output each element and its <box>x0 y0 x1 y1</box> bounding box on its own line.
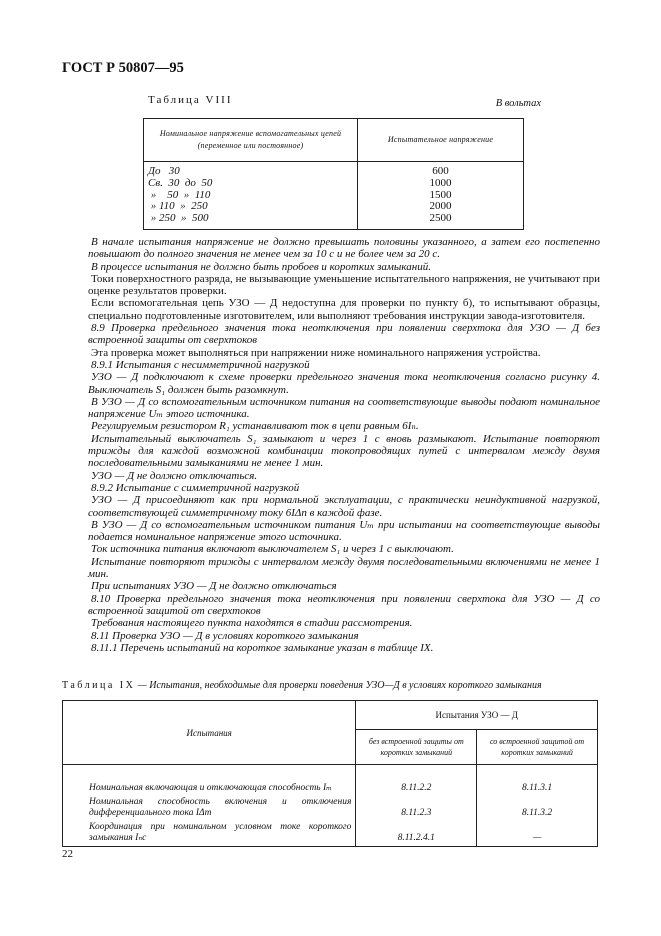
clause-with-protection: — <box>477 821 598 847</box>
voltage-range: » 110 » 250 <box>144 201 358 213</box>
paragraph: УЗО — Д присоединяют как при нормальной эксплуатации, с практически неиндуктивной нагрузкой, соответствующей симметричному току 6IΔn в каждой фазе. <box>88 494 600 519</box>
table-row <box>63 796 598 821</box>
table-row <box>63 821 598 847</box>
section-heading: 8.9 Проверка предельного значения тока неотключения при появлении сверхтока для УЗО — Д без встроенной защиты от сверхтоков <box>88 322 600 347</box>
test-name: Координация при номинальном условном токе короткого замыкания Iₙc <box>63 821 356 847</box>
section-heading: 8.9.2 Испытание с симметричной нагрузкой <box>91 481 300 494</box>
clause-without-protection: 8.11.2.2 <box>356 765 477 796</box>
paragraph: Регулируемым резистором R₁ устанавливают ток в цепи равным 6Iₙ. <box>91 420 419 433</box>
table-row <box>144 178 524 190</box>
table-viii-unit: В вольтах <box>495 98 541 109</box>
paragraph: УЗО — Д не должно отключаться. <box>91 469 258 482</box>
test-voltage: 1500 <box>358 190 524 202</box>
table-ix-header-group: Испытания УЗО — Д <box>356 701 598 730</box>
table-viii <box>143 118 524 230</box>
table-ix-header-tests: Испытания <box>63 701 356 765</box>
section-heading: 8.11 Проверка УЗО — Д в условиях короткого замыкания <box>91 629 359 642</box>
paragraph: Ток источника питания включают выключателем S₁ и через 1 с выключают. <box>91 543 454 556</box>
section-heading: 8.9.1 Испытания с несимметричной нагрузкой <box>91 358 310 371</box>
table-ix-header-with-protection: со встроенной защитой от коротких замыканий <box>477 730 598 765</box>
clause-without-protection: 8.11.2.3 <box>356 796 477 821</box>
voltage-range: » 250 » 500 <box>144 213 358 229</box>
clause-without-protection: 8.11.2.4.1 <box>356 821 477 847</box>
table-viii-header-test-voltage: Испытательное напряжение <box>358 119 524 162</box>
paragraph: В УЗО — Д со вспомогательным источником питания Uₘ при испытании на соответствующие выводы подается номинальное напряжение этого источника. <box>88 518 600 544</box>
table-viii-caption: Таблица VIII <box>148 94 233 106</box>
table-ix <box>62 700 598 847</box>
paragraph: Испытание повторяют трижды с интервалом между двумя последовательными включениями не менее 1 мин. <box>88 555 600 581</box>
table-ix-caption <box>62 680 602 691</box>
voltage-range: До 30 <box>144 162 358 178</box>
table-ix-header-without-protection: без встроенной защиты от коротких замыканий <box>356 730 477 765</box>
document-header: ГОСТ Р 50807—95 <box>62 60 184 76</box>
test-voltage: 1000 <box>358 178 524 190</box>
paragraph: В процессе испытания не должно быть пробоев и коротких замыканий. <box>91 260 431 273</box>
table-row <box>63 765 598 796</box>
clause-with-protection: 8.11.3.1 <box>477 765 598 796</box>
paragraph: При испытаниях УЗО — Д не должно отключаться <box>91 580 337 593</box>
table-ix-caption-label: Таблица IX <box>62 680 136 691</box>
table-row <box>144 162 524 178</box>
voltage-range: » 50 » 110 <box>144 190 358 202</box>
test-voltage: 2500 <box>358 213 524 229</box>
body-text <box>88 236 600 654</box>
test-name: Номинальная включающая и отключающая способность Iₘ <box>63 765 356 796</box>
paragraph: Испытательный выключатель S₁ замыкают и через 1 с вновь размыкают. Испытание повторяют трижды для каждой возможной комбинации токопроводящих путей с интервалом между двумя последовательными замыканиями не менее 1 мин. <box>88 432 600 470</box>
test-voltage: 2000 <box>358 201 524 213</box>
test-name: Номинальная способность включения и отключения дифференциального тока IΔm <box>63 796 356 821</box>
section-heading: 8.10 Проверка предельного значения тока неотключения при появлении сверхтока для УЗО — Д со встроенной защитой от сверхтоков <box>88 592 600 617</box>
table-viii-header-nominal: Номинальное напряжение вспомогательных цепей (переменное или постоянное) <box>144 119 358 162</box>
table-ix-caption-title: — Испытания, необходимые для проверки поведения УЗО—Д в условиях короткого замыкания <box>135 680 542 691</box>
clause-with-protection: 8.11.3.2 <box>477 796 598 821</box>
paragraph: УЗО — Д подключают к схеме проверки предельного значения тока неотключения согласно рисунку 4. Выключатель S₁ должен быть разомкнут. <box>88 371 600 396</box>
paragraph: 8.11.1 Перечень испытаний на короткое замыкание указан в таблице IX. <box>91 641 434 654</box>
paragraph: Токи поверхностного разряда, не вызывающие уменьшение испытательного напряжения, не учитывают при оценке результатов проверки. <box>88 272 600 298</box>
voltage-range: Св. 30 до 50 <box>144 178 358 190</box>
paragraph: Эта проверка может выполняться при напряжении ниже номинального напряжения устройства. <box>91 346 541 359</box>
paragraph: Если вспомогательная цепь УЗО — Д недоступна для проверки по пункту б), то испытывают образцы, специально подготовленные изготовителем, или выполняют требования инструкции завода-изготовителя. <box>88 297 600 322</box>
paragraph: В УЗО — Д со вспомогательным источником питания на соответствующие выводы подают номинальное напряжение Uₘ этого источника. <box>88 395 600 421</box>
page-number: 22 <box>62 848 73 860</box>
test-voltage: 600 <box>358 162 524 178</box>
table-row <box>144 213 524 229</box>
paragraph: Требования настоящего пункта находятся в стадии рассмотрения. <box>91 617 413 630</box>
paragraph: В начале испытания напряжение не должно превышать половины указанного, а затем его постепенно повышают до полного значения не менее чем за 10 с и не более чем за 20 с. <box>88 236 600 261</box>
